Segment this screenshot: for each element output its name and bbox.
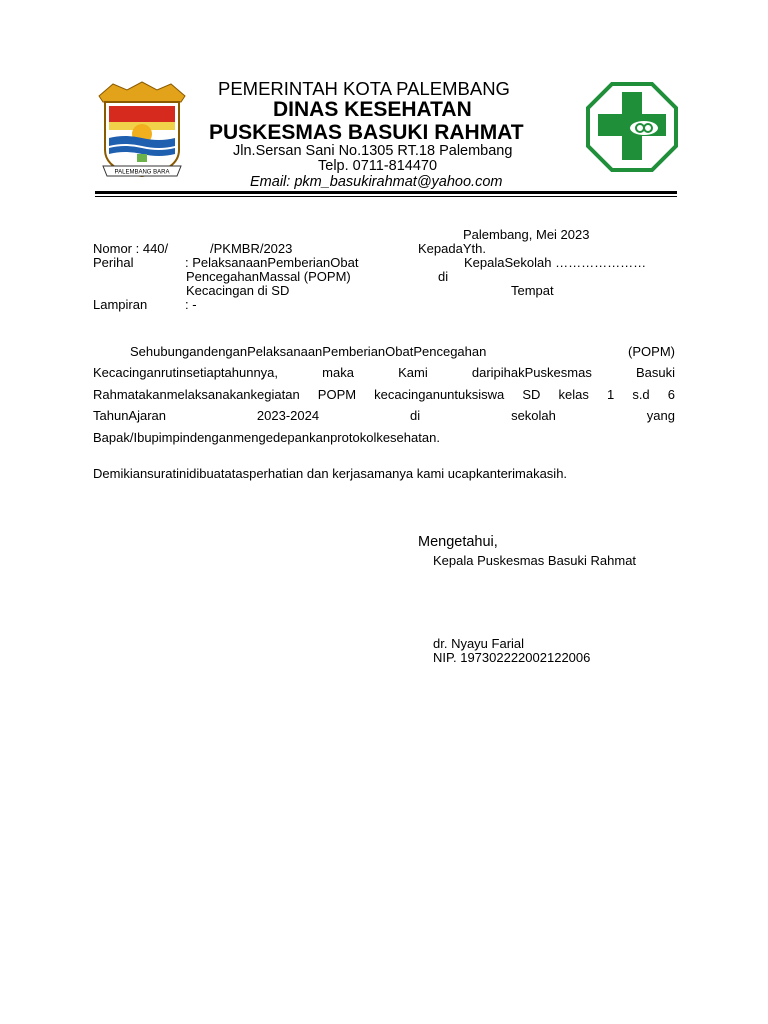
perihal-label: Perihal (93, 255, 134, 270)
nomor-label: Nomor : 440/ (93, 241, 169, 256)
perihal-line-1: : PelaksanaanPemberianObat (185, 255, 359, 270)
closing-sentence: Demikiansuratinidibuatatasperhatian dan kerjasamanya kami ucapkanterimakasih. (93, 466, 568, 481)
body-line: Bapak/Ibupimpindenganmengedepankanprotokolkesehatan. (93, 429, 440, 445)
body-line: Rahmatakanmelaksanakankegiatan POPM kecacinganuntuksiswa SD kelas 1 s.d 6 (93, 386, 675, 402)
perihal-line-2: PencegahanMassal (POPM) (186, 269, 351, 284)
emblem-banner-text: PALEMBANG BARA (114, 169, 170, 176)
recipient-line-2: KepalaSekolah ………………… (464, 255, 647, 270)
nomor-value: /PKMBR/2023 (210, 241, 293, 256)
body-line: TahunAjaran 2023-2024 di sekolah yang (93, 408, 675, 424)
dept-title: DINAS KESEHATAN (273, 98, 472, 121)
body-paragraph (93, 341, 675, 448)
perihal-line-3: Kecacingan di SD (186, 283, 290, 298)
header-divider-thin (95, 196, 677, 197)
gov-title: PEMERINTAH KOTA PALEMBANG (218, 78, 510, 99)
office-title: PUSKESMAS BASUKI RAHMAT (209, 121, 524, 144)
recipient-line-3: di (438, 269, 449, 284)
recipient-line-4: Tempat (511, 283, 554, 298)
phone-line: Telp. 0711-814470 (318, 158, 438, 174)
lampiran-value: : - (185, 297, 197, 312)
puskesmas-cross-icon (586, 82, 678, 172)
sign-acknowledged: Mengetahui, (418, 534, 498, 550)
address-line: Jln.Sersan Sani No.1305 RT.18 Palembang (233, 143, 513, 159)
email-line: Email: pkm_basukirahmat@yahoo.com (250, 174, 503, 190)
header-divider-thick (95, 191, 677, 194)
sign-nip: NIP. 197302222002122006 (433, 650, 591, 665)
body-line: SehubungandenganPelaksanaanPemberianObatPencegahan (POPM) (130, 344, 675, 359)
recipient-line-1: KepadaYth. (418, 241, 486, 256)
lampiran-label: Lampiran (93, 297, 148, 312)
place-date: Palembang, Mei 2023 (463, 227, 590, 242)
palembang-city-emblem-icon (93, 80, 191, 180)
sign-name: dr. Nyayu Farial (433, 636, 525, 651)
sign-title: Kepala Puskesmas Basuki Rahmat (433, 553, 637, 568)
body-line: Kecacinganrutinsetiaptahunnya, maka Kami daripihakPuskesmas Basuki (93, 365, 675, 381)
